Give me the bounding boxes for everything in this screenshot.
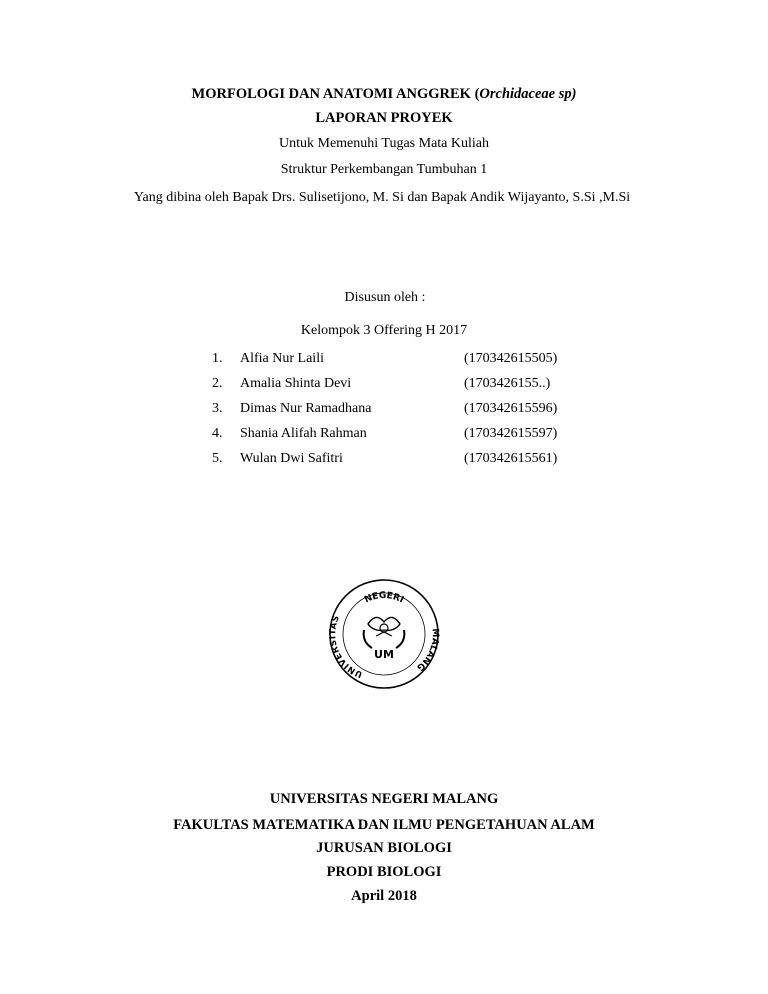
member-name: Wulan Dwi Safitri	[240, 451, 343, 466]
member-name: Alfia Nur Laili	[240, 351, 324, 366]
member-nim: (170342615561)	[464, 451, 558, 466]
course-name: Struktur Perkembangan Tumbuhan 1	[280, 162, 488, 177]
report-type: LAPORAN PROYEK	[315, 110, 453, 126]
report-date: April 2018	[351, 888, 417, 904]
member-nim: (1703426155..)	[464, 376, 551, 391]
member-row	[0, 351, 768, 369]
member-name: Dimas Nur Ramadhana	[240, 401, 372, 416]
purpose-text: Untuk Memenuhi Tugas Mata Kuliah	[279, 136, 489, 151]
member-name: Shania Alifah Rahman	[240, 426, 367, 441]
university-name: UNIVERSITAS NEGERI MALANG	[269, 791, 499, 807]
supervisors-text: Yang dibina oleh Bapak Drs. Sulisetijono, M. Si dan Bapak Andik Wijayanto, S.Si ,M.Si	[133, 190, 631, 205]
faculty-name: FAKULTAS MATEMATIKA DAN ILMU PENGETAHUAN ALAM	[173, 817, 595, 833]
member-name: Amalia Shinta Devi	[240, 376, 352, 391]
member-number: 4.	[212, 426, 223, 441]
university-seal-icon	[328, 578, 440, 690]
member-nim: (170342615597)	[464, 426, 558, 441]
program-name: PRODI BIOLOGI	[326, 864, 442, 880]
member-number: 1.	[212, 351, 223, 366]
svg-text:NEGERI: NEGERI	[363, 590, 406, 606]
seal-monogram: UM	[374, 648, 394, 661]
member-number: 2.	[212, 376, 223, 391]
department-name: JURUSAN BIOLOGI	[316, 840, 452, 856]
member-row	[0, 426, 768, 444]
member-nim: (170342615596)	[464, 401, 558, 416]
member-number: 5.	[212, 451, 223, 466]
member-row	[0, 376, 768, 394]
svg-text:MALANG: MALANG	[414, 628, 440, 673]
member-row	[0, 401, 768, 419]
group-label: Kelompok 3 Offering H 2017	[300, 323, 468, 338]
report-title-main: MORFOLOGI DAN ANATOMI ANGGREK (	[191, 86, 480, 102]
report-title	[0, 86, 768, 103]
member-row	[0, 451, 768, 469]
svg-text:UNIVERSITAS: UNIVERSITAS	[328, 613, 365, 680]
authored-by-label: Disusun oleh :	[344, 290, 426, 305]
member-nim: (170342615505)	[464, 351, 558, 366]
report-title-italic: Orchidaceae sp)	[479, 86, 577, 102]
member-number: 3.	[212, 401, 223, 416]
